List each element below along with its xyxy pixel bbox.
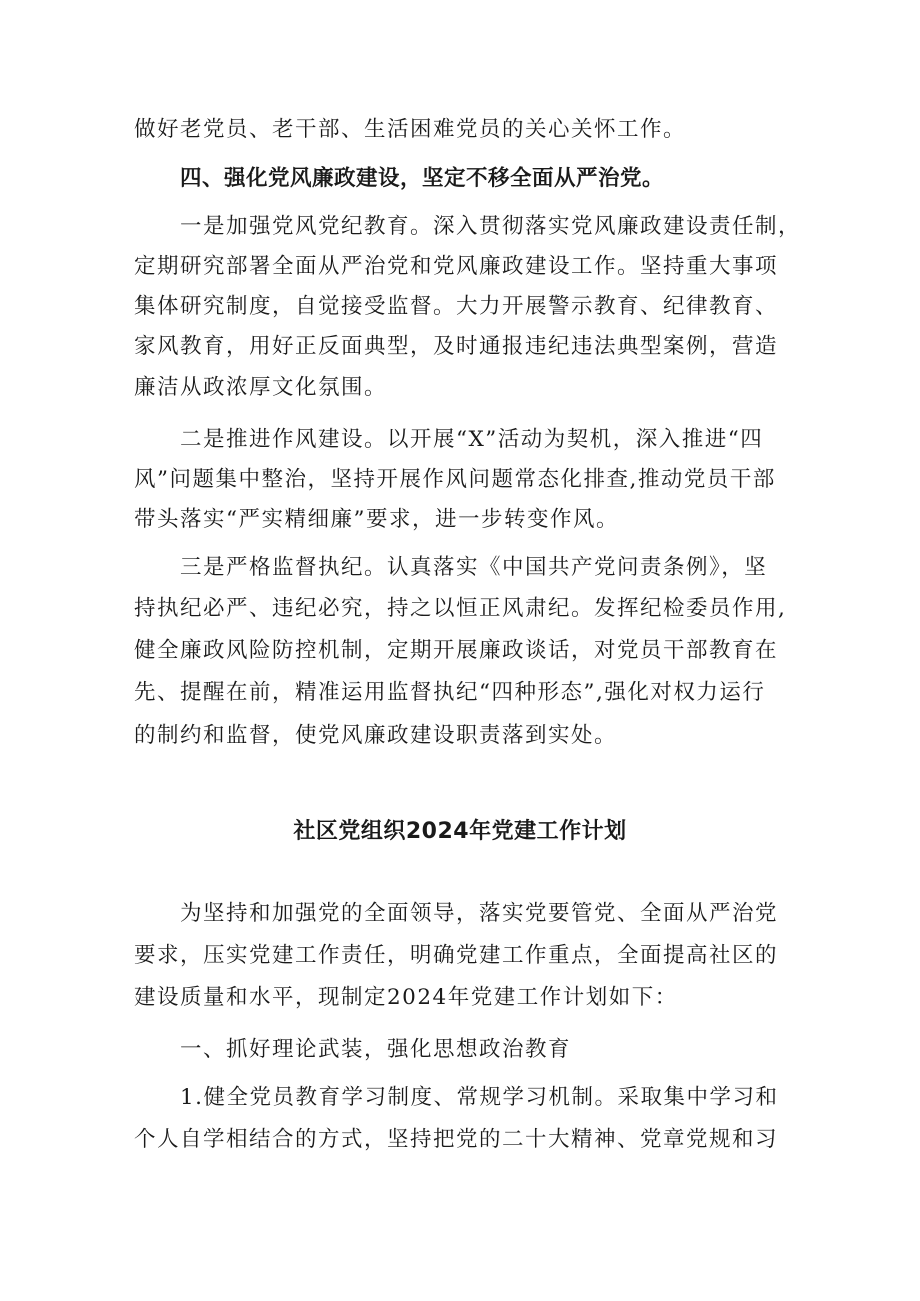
paragraph-line: 持执纪必严、违纪必究，持之以恒正风肃纪。发挥纪检委员作用, [134, 596, 787, 621]
paragraph-line: 廉洁从政浓厚文化氛围。 [134, 375, 388, 400]
paragraph-tail-line: 做好老党员、老干部、生活困难党员的关心关怀工作。 [134, 117, 687, 142]
document-title: 社区党组织2024年党建工作计划 [293, 819, 627, 844]
paragraph-line: 三是严格监督执纪。认真落实《中国共产党问责条例》，坚 [180, 555, 768, 580]
paragraph-line: 定期研究部署全面从严治党和党风廉政建设工作。坚持重大事项 [134, 254, 779, 279]
section-heading-1: 一、抓好理论武装，强化思想政治教育 [180, 1037, 572, 1062]
paragraph-line: 风”问题集中整治，坚持开展作风问题常态化排查,推动党员干部 [134, 467, 776, 492]
paragraph-line: 带头落实“严实精细廉”要求，进一步转变作风。 [134, 507, 619, 532]
intro-line: 为坚持和加强党的全面领导，落实党要管党、全面从严治党 [180, 901, 779, 926]
paragraph-line: 一是加强党风党纪教育。深入贯彻落实党风廉政建设责任制， [180, 214, 802, 239]
paragraph-line: 的制约和监督，使党风廉政建设职责落到实处。 [134, 723, 618, 748]
item-line: 1.健全党员教育学习制度、常规学习机制。采取集中学习和 [180, 1085, 779, 1110]
item-line: 个人自学相结合的方式，坚持把党的二十大精神、党章党规和习 [134, 1127, 779, 1152]
section-heading-4: 四、强化党风廉政建设，坚定不移全面从严治党。 [180, 166, 665, 191]
paragraph-line: 先、提醒在前，精准运用监督执纪“四种形态”,强化对权力运行 [134, 680, 766, 705]
paragraph-line: 集体研究制度，自觉接受监督。大力开展警示教育、纪律教育、 [134, 294, 779, 319]
intro-line: 建设质量和水平，现制定2024年党建工作计划如下： [134, 985, 678, 1010]
paragraph-line: 二是推进作风建设。以开展“X”活动为契机，深入推进“四 [180, 427, 764, 452]
paragraph-line: 家风教育，用好正反面典型，及时通报违纪违法典型案例，营造 [134, 334, 779, 359]
intro-line: 要求，压实党建工作责任，明确党建工作重点，全面提高社区的 [134, 943, 779, 968]
paragraph-line: 健全廉政风险防控机制，定期开展廉政谈话，对党员干部教育在 [134, 638, 779, 663]
